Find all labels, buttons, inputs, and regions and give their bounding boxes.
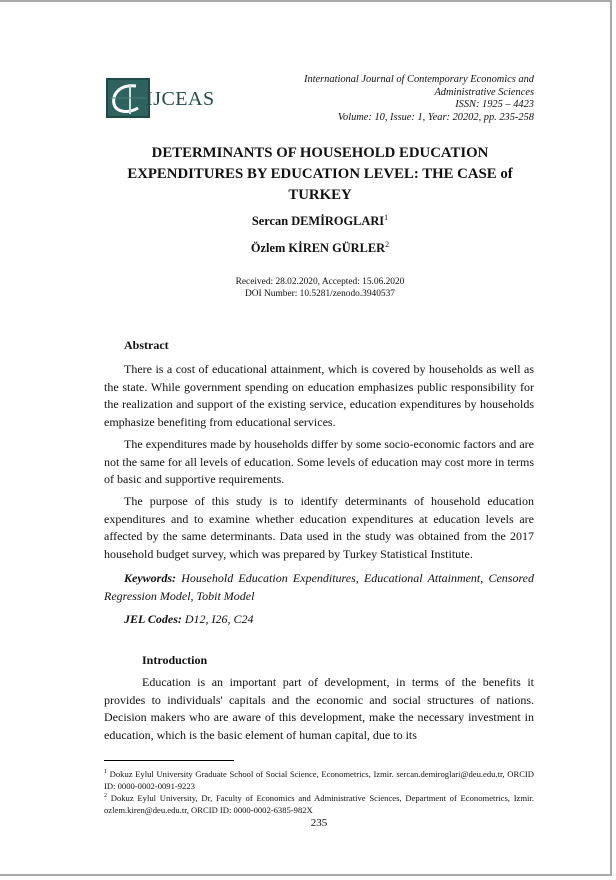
author-2 (104, 240, 536, 256)
title-line: EXPENDITURES BY EDUCATION LEVEL: THE CASE of (127, 166, 513, 182)
keywords (104, 570, 534, 605)
publication-dates (104, 276, 536, 300)
author-1 (104, 213, 536, 229)
footnote-2 (104, 790, 534, 816)
logo-emblem-icon (106, 78, 150, 118)
abstract-paragraph: The expenditures made by households differ by some socio-economic factors and are not the same for all levels of education. Some levels of education may cost more in terms of basic and supportive requirements. (104, 437, 534, 486)
received-accepted: Received: 28.02.2020, Accepted: 15.06.2020 (235, 277, 405, 287)
author-name: Özlem KİREN GÜRLER (250, 241, 386, 256)
journal-line: International Journal of Contemporary Economics and (303, 74, 534, 85)
logo-text: IJCEAS (146, 88, 215, 110)
abstract-paragraph: There is a cost of educational attainment, which is covered by households as well as the state. While government spending on education emphasizes public responsibility for the realization and support of the existing service, education expenditures by households emphasize benefiting from educational services. (104, 362, 534, 429)
footnote-text: Dokuz Eylul University, Dr, Faculty of Economics and Administrative Sciences, Department of Econometrics, Izmir. ozlem.kiren@deu.edu.tr, ORCID ID: 0000-0002-6385-982X (104, 792, 534, 815)
keywords-text: Household Education Expenditures, Educational Attainment, Censored Regression Model, Tobit Model (104, 571, 535, 603)
journal-line: Administrative Sciences (434, 86, 534, 98)
page-border-right (610, 0, 612, 876)
author-name: Sercan DEMİROGLARI (251, 214, 385, 229)
journal-info (304, 74, 534, 124)
journal-line: ISSN: 1925 – 4423 (455, 99, 534, 111)
doi-number: DOI Number: 10.5281/zenodo.3940537 (245, 289, 395, 299)
footnote-mark: 1 (104, 769, 107, 775)
footnote-text: Dokuz Eylul University Graduate School of Social Science, Econometrics, Izmir. sercan.demiroglari@deu.edu.tr, ORCID ID: 0000-0002-0091-9223 (104, 768, 534, 791)
title-line: DETERMINANTS OF HOUSEHOLD EDUCATION (151, 145, 489, 161)
abstract-paragraph: The purpose of this study is to identify determinants of household education expenditures and to examine whether education expenditures at education levels are affected by the same determinants. Data used in the study was obtained from the 2017 household budget survey, which was prepared by Turkey Statistical Institute. (104, 494, 534, 561)
introduction-heading: Introduction (142, 653, 208, 667)
page-border-top (0, 0, 612, 2)
jel-label: JEL Codes: (124, 612, 182, 626)
page-number: 235 (310, 817, 328, 829)
keywords-label: Keywords: (124, 571, 176, 585)
author-footnote-mark: 2 (385, 240, 390, 249)
journal-line: Volume: 10, Issue: 1, Year: 20202, pp. 235-258 (337, 111, 534, 123)
introduction-paragraph: Education is an important part of development, in terms of the benefits it provides to individuals' capitals and the economic and social structures of nations. Decision makers who are aware of this development, make the necessary investment in education, which is the basic element of human capital, due to its (104, 675, 534, 742)
title-line: TURKEY (288, 187, 352, 203)
footnote-1 (104, 766, 534, 792)
footnote-mark: 2 (104, 793, 107, 799)
page-border-bottom (0, 874, 612, 876)
abstract-heading: Abstract (124, 338, 169, 352)
footnote-divider (104, 760, 234, 761)
author-footnote-mark: 1 (384, 213, 389, 222)
jel-text: D12, I26, C24 (184, 612, 254, 626)
jel-codes (124, 612, 254, 627)
paper-title (104, 143, 536, 206)
